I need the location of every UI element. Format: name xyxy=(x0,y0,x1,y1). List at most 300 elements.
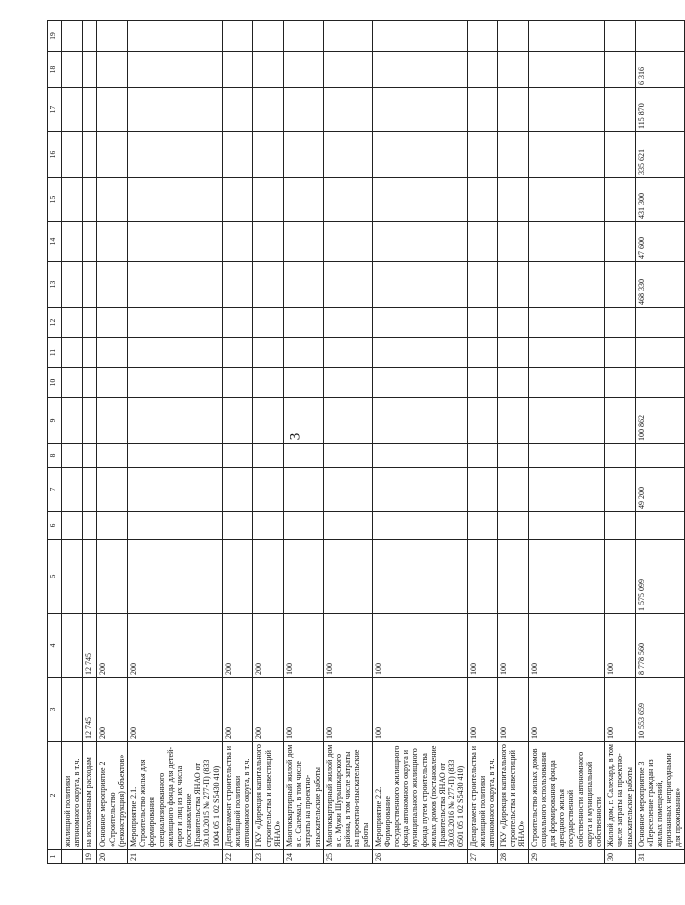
value-cell: 200 xyxy=(127,678,222,742)
value-cell xyxy=(467,398,498,444)
value-cell xyxy=(498,398,529,444)
value-cell xyxy=(498,178,529,222)
column-number-header: 12 xyxy=(48,308,62,338)
value-cell xyxy=(83,222,97,262)
value-cell xyxy=(528,368,605,398)
value-cell xyxy=(498,21,529,52)
value-cell xyxy=(498,222,529,262)
value-cell xyxy=(62,222,83,262)
column-number-header: 8 xyxy=(48,444,62,468)
value-cell xyxy=(127,132,222,178)
table-row xyxy=(283,21,323,864)
row-number-cell: 31 xyxy=(635,850,684,864)
page-number: 3 xyxy=(287,432,304,441)
value-cell xyxy=(283,398,323,444)
value-cell xyxy=(498,262,529,308)
value-cell xyxy=(83,21,97,52)
row-number-cell: 19 xyxy=(83,850,97,864)
row-label-cell: жилищной политики автономного округа, в т.ч. xyxy=(62,742,83,850)
value-cell xyxy=(127,52,222,88)
value-cell xyxy=(253,88,284,132)
value-cell xyxy=(467,512,498,540)
value-cell: 47 600 xyxy=(635,222,684,262)
value-cell xyxy=(222,540,253,614)
value-cell xyxy=(605,444,636,468)
value-cell xyxy=(222,178,253,222)
row-label-cell: Жилой дом, г. Салехард, в том числе затраты на проектно-изыскательские работы xyxy=(605,742,636,850)
value-cell xyxy=(372,512,467,540)
value-cell xyxy=(62,52,83,88)
value-cell xyxy=(127,512,222,540)
table-row xyxy=(372,21,467,864)
value-cell: 100 xyxy=(323,614,372,678)
row-number-cell: 24 xyxy=(283,850,323,864)
value-cell xyxy=(83,338,97,368)
value-cell xyxy=(83,444,97,468)
column-number-header: 17 xyxy=(48,88,62,132)
row-number-cell: 29 xyxy=(528,850,605,864)
row-label-cell: Основное мероприятие 3 «Переселение граждан из жилых помещений, признанных непригодными для проживания» xyxy=(635,742,684,850)
value-cell: 100 xyxy=(605,678,636,742)
value-cell xyxy=(528,540,605,614)
column-number-header: 5 xyxy=(48,540,62,614)
value-cell xyxy=(605,132,636,178)
value-cell xyxy=(498,308,529,338)
value-cell xyxy=(97,338,128,368)
value-cell xyxy=(467,540,498,614)
table-row xyxy=(323,21,372,864)
row-number-cell: 26 xyxy=(372,850,467,864)
value-cell: 6 316 xyxy=(635,52,684,88)
column-number-header: 15 xyxy=(48,178,62,222)
row-label-cell: Департамент строительства и жилищной политики автономного округа, в т.ч. xyxy=(467,742,498,850)
row-number-cell: 23 xyxy=(253,850,284,864)
column-number-header: 10 xyxy=(48,368,62,398)
value-cell: 100 xyxy=(605,614,636,678)
value-cell xyxy=(127,21,222,52)
value-cell xyxy=(222,262,253,308)
value-cell xyxy=(605,262,636,308)
value-cell xyxy=(498,468,529,512)
column-number-header: 13 xyxy=(48,262,62,308)
value-cell xyxy=(83,178,97,222)
value-cell xyxy=(127,398,222,444)
value-cell xyxy=(283,52,323,88)
value-cell xyxy=(222,338,253,368)
value-cell xyxy=(62,678,83,742)
value-cell xyxy=(283,88,323,132)
value-cell xyxy=(253,512,284,540)
value-cell xyxy=(127,222,222,262)
value-cell xyxy=(283,308,323,338)
value-cell xyxy=(127,468,222,512)
value-cell xyxy=(372,468,467,512)
value-cell xyxy=(372,308,467,338)
value-cell xyxy=(222,368,253,398)
value-cell xyxy=(62,308,83,338)
value-cell xyxy=(528,468,605,512)
value-cell xyxy=(605,21,636,52)
row-number-cell: 20 xyxy=(97,850,128,864)
value-cell xyxy=(372,444,467,468)
value-cell xyxy=(528,132,605,178)
value-cell xyxy=(283,540,323,614)
column-number-header: 2 xyxy=(48,742,62,850)
value-cell xyxy=(323,88,372,132)
value-cell xyxy=(83,88,97,132)
value-cell xyxy=(605,540,636,614)
value-cell: 200 xyxy=(97,678,128,742)
column-number-header: 16 xyxy=(48,132,62,178)
value-cell: 100 xyxy=(498,614,529,678)
value-cell xyxy=(283,178,323,222)
value-cell: 12 745 xyxy=(83,614,97,678)
value-cell: 1 575 099 xyxy=(635,540,684,614)
value-cell xyxy=(605,88,636,132)
row-number-cell xyxy=(62,850,83,864)
value-cell xyxy=(528,88,605,132)
value-cell xyxy=(372,21,467,52)
value-cell xyxy=(323,444,372,468)
value-cell xyxy=(253,338,284,368)
column-number-header: 7 xyxy=(48,468,62,512)
row-label-cell: Многоквартирный жилой дом в с. Мужи Шурышкарского района, в том числе затраты на проектно-изыскательские работы xyxy=(323,742,372,850)
value-cell xyxy=(498,368,529,398)
value-cell xyxy=(467,338,498,368)
value-cell xyxy=(372,398,467,444)
row-number-cell: 28 xyxy=(498,850,529,864)
value-cell xyxy=(62,132,83,178)
value-cell xyxy=(498,540,529,614)
value-cell xyxy=(127,368,222,398)
value-cell xyxy=(62,178,83,222)
value-cell xyxy=(283,468,323,512)
row-label-cell: ГКУ «Дирекция капитального строительства и инвестиций ЯНАО» xyxy=(253,742,284,850)
table-row xyxy=(635,21,684,864)
value-cell xyxy=(83,52,97,88)
value-cell: 100 xyxy=(498,678,529,742)
value-cell xyxy=(323,21,372,52)
value-cell xyxy=(253,21,284,52)
value-cell xyxy=(97,52,128,88)
row-number-cell: 22 xyxy=(222,850,253,864)
table-row xyxy=(83,21,97,864)
budget-table xyxy=(47,20,685,864)
value-cell xyxy=(127,88,222,132)
value-cell xyxy=(635,308,684,338)
value-cell: 100 xyxy=(528,614,605,678)
value-cell xyxy=(283,368,323,398)
value-cell xyxy=(83,368,97,398)
value-cell xyxy=(97,262,128,308)
value-cell xyxy=(83,512,97,540)
value-cell xyxy=(62,338,83,368)
value-cell xyxy=(62,512,83,540)
column-number-header: 19 xyxy=(48,21,62,52)
value-cell xyxy=(97,368,128,398)
value-cell xyxy=(83,540,97,614)
value-cell xyxy=(323,512,372,540)
table-row xyxy=(528,21,605,864)
value-cell xyxy=(528,262,605,308)
value-cell: 100 862 xyxy=(635,398,684,444)
value-cell xyxy=(222,444,253,468)
value-cell xyxy=(253,52,284,88)
value-cell xyxy=(528,398,605,444)
value-cell: 10 553 659 xyxy=(635,678,684,742)
value-cell xyxy=(62,368,83,398)
value-cell xyxy=(283,262,323,308)
value-cell: 100 xyxy=(372,614,467,678)
value-cell xyxy=(62,262,83,308)
value-cell xyxy=(323,308,372,338)
value-cell xyxy=(467,222,498,262)
value-cell: 200 xyxy=(253,614,284,678)
value-cell xyxy=(498,444,529,468)
value-cell xyxy=(222,398,253,444)
value-cell xyxy=(605,52,636,88)
value-cell xyxy=(528,21,605,52)
value-cell xyxy=(253,368,284,398)
column-number-header: 6 xyxy=(48,512,62,540)
value-cell xyxy=(498,338,529,368)
value-cell xyxy=(467,21,498,52)
value-cell xyxy=(97,444,128,468)
value-cell xyxy=(605,398,636,444)
value-cell xyxy=(528,444,605,468)
table-body xyxy=(62,21,685,864)
value-cell xyxy=(528,512,605,540)
value-cell: 100 xyxy=(467,678,498,742)
value-cell xyxy=(635,21,684,52)
value-cell xyxy=(467,262,498,308)
value-cell xyxy=(467,52,498,88)
value-cell xyxy=(127,338,222,368)
value-cell xyxy=(323,178,372,222)
value-cell xyxy=(372,262,467,308)
value-cell xyxy=(372,88,467,132)
value-cell xyxy=(62,540,83,614)
value-cell xyxy=(323,338,372,368)
value-cell xyxy=(605,368,636,398)
value-cell xyxy=(83,132,97,178)
value-cell: 468 330 xyxy=(635,262,684,308)
value-cell xyxy=(283,338,323,368)
value-cell xyxy=(372,338,467,368)
value-cell xyxy=(498,512,529,540)
value-cell xyxy=(605,222,636,262)
row-label-cell: ГКУ «Дирекция капитального строительства и инвестиций ЯНАО» xyxy=(498,742,529,850)
row-label-cell: Основное мероприятие 2 «Строительство (реконструкция) объектов» xyxy=(97,742,128,850)
value-cell xyxy=(127,308,222,338)
value-cell xyxy=(498,132,529,178)
value-cell xyxy=(467,178,498,222)
table-row xyxy=(62,21,83,864)
value-cell: 100 xyxy=(528,678,605,742)
value-cell: 100 xyxy=(283,614,323,678)
value-cell xyxy=(127,540,222,614)
table-row xyxy=(222,21,253,864)
value-cell xyxy=(635,444,684,468)
value-cell xyxy=(253,178,284,222)
value-cell xyxy=(635,338,684,368)
table-row xyxy=(127,21,222,864)
value-cell xyxy=(62,398,83,444)
value-cell: 200 xyxy=(253,678,284,742)
value-cell xyxy=(323,398,372,444)
value-cell xyxy=(323,132,372,178)
value-cell xyxy=(83,468,97,512)
value-cell xyxy=(372,540,467,614)
row-label-cell: Строительство жилых домов социального использования для формирования фонда арендного жилья государственной собственности автономного округа и муниципальной собственности xyxy=(528,742,605,850)
value-cell xyxy=(62,21,83,52)
value-cell xyxy=(605,308,636,338)
column-number-header: 3 xyxy=(48,678,62,742)
value-cell xyxy=(467,308,498,338)
value-cell xyxy=(97,398,128,444)
value-cell xyxy=(605,338,636,368)
value-cell xyxy=(467,88,498,132)
value-cell xyxy=(222,308,253,338)
value-cell xyxy=(323,540,372,614)
value-cell xyxy=(372,52,467,88)
value-cell xyxy=(97,540,128,614)
value-cell xyxy=(253,444,284,468)
value-cell xyxy=(97,88,128,132)
row-label-cell: Мероприятие 2.2. Формирование государственного жилищного фонда автономного округа и муниципального жилищного фонда путем строительства жилых домов (постановление Правительства ЯНАО от 30.03.2016 № 277-П) (833 0501 05 1 02 S5430 410) xyxy=(372,742,467,850)
value-cell: 200 xyxy=(97,614,128,678)
value-cell xyxy=(83,262,97,308)
column-number-header: 18 xyxy=(48,52,62,88)
value-cell xyxy=(498,52,529,88)
value-cell: 431 300 xyxy=(635,178,684,222)
value-cell xyxy=(83,398,97,444)
value-cell xyxy=(83,308,97,338)
column-numbers-row xyxy=(48,21,62,864)
value-cell xyxy=(467,368,498,398)
value-cell xyxy=(97,308,128,338)
row-number-cell: 30 xyxy=(605,850,636,864)
value-cell xyxy=(127,444,222,468)
value-cell xyxy=(467,132,498,178)
value-cell xyxy=(635,512,684,540)
value-cell xyxy=(222,468,253,512)
value-cell: 200 xyxy=(127,614,222,678)
table-row xyxy=(467,21,498,864)
value-cell xyxy=(222,88,253,132)
value-cell xyxy=(528,178,605,222)
row-label-cell: Многоквартирный жилой дом в с. Салемал, в том числе затраты на проектно-изыскательские работы xyxy=(283,742,323,850)
value-cell xyxy=(372,178,467,222)
value-cell: 335 621 xyxy=(635,132,684,178)
value-cell xyxy=(127,178,222,222)
value-cell xyxy=(498,88,529,132)
value-cell: 200 xyxy=(222,678,253,742)
value-cell xyxy=(528,52,605,88)
value-cell xyxy=(605,512,636,540)
table-row xyxy=(253,21,284,864)
value-cell xyxy=(323,52,372,88)
value-cell: 8 778 560 xyxy=(635,614,684,678)
value-cell: 100 xyxy=(467,614,498,678)
value-cell xyxy=(605,178,636,222)
value-cell xyxy=(467,468,498,512)
value-cell xyxy=(283,444,323,468)
value-cell xyxy=(97,178,128,222)
value-cell xyxy=(62,614,83,678)
value-cell xyxy=(222,512,253,540)
value-cell: 200 xyxy=(222,614,253,678)
value-cell: 49 200 xyxy=(635,468,684,512)
value-cell xyxy=(253,262,284,308)
value-cell xyxy=(323,468,372,512)
value-cell xyxy=(127,262,222,308)
value-cell xyxy=(97,132,128,178)
table-row xyxy=(97,21,128,864)
row-number-cell: 21 xyxy=(127,850,222,864)
value-cell xyxy=(323,222,372,262)
value-cell: 115 870 xyxy=(635,88,684,132)
value-cell xyxy=(222,21,253,52)
value-cell xyxy=(62,444,83,468)
value-cell: 100 xyxy=(323,678,372,742)
value-cell xyxy=(97,222,128,262)
value-cell xyxy=(222,132,253,178)
row-label-cell: Мероприятие 2.1. Строительство жилья для формирования специализированного жилищного фонда для детей-сирот и лиц из их числа (постановление Правительства ЯНАО от 30.10.2015 № 277-П) (833 1004 05 1 02 S5430 410) xyxy=(127,742,222,850)
row-label-cell: Департамент строительства и жилищной политики автономного округа, в т.ч. xyxy=(222,742,253,850)
value-cell: 100 xyxy=(283,678,323,742)
table-header xyxy=(48,21,62,864)
value-cell xyxy=(253,398,284,444)
value-cell xyxy=(62,468,83,512)
budget-table-sheet xyxy=(47,21,683,864)
row-number-cell: 27 xyxy=(467,850,498,864)
value-cell xyxy=(372,368,467,398)
value-cell xyxy=(283,21,323,52)
value-cell xyxy=(97,21,128,52)
column-number-header: 11 xyxy=(48,338,62,368)
value-cell xyxy=(372,132,467,178)
value-cell: 12 745 xyxy=(83,678,97,742)
table-row xyxy=(605,21,636,864)
value-cell xyxy=(283,512,323,540)
value-cell xyxy=(253,308,284,338)
value-cell xyxy=(528,338,605,368)
value-cell xyxy=(528,308,605,338)
value-cell xyxy=(323,262,372,308)
value-cell xyxy=(372,222,467,262)
value-cell xyxy=(605,468,636,512)
value-cell xyxy=(253,468,284,512)
value-cell xyxy=(222,52,253,88)
value-cell xyxy=(283,132,323,178)
value-cell xyxy=(62,88,83,132)
table-row xyxy=(498,21,529,864)
value-cell xyxy=(253,222,284,262)
value-cell xyxy=(253,132,284,178)
value-cell xyxy=(97,468,128,512)
value-cell xyxy=(635,368,684,398)
value-cell xyxy=(528,222,605,262)
column-number-header: 4 xyxy=(48,614,62,678)
value-cell xyxy=(283,222,323,262)
row-number-cell: 25 xyxy=(323,850,372,864)
column-number-header: 1 xyxy=(48,850,62,864)
value-cell xyxy=(467,444,498,468)
value-cell: 100 xyxy=(372,678,467,742)
row-label-cell: на исполненным расходам xyxy=(83,742,97,850)
value-cell xyxy=(323,368,372,398)
